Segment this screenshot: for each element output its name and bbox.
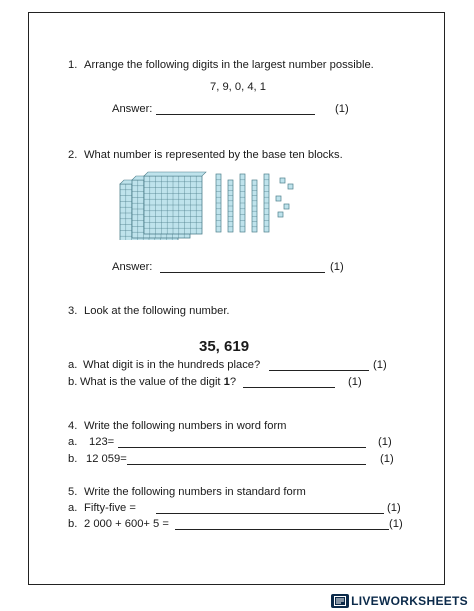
q5a-text: Fifty-five = [84, 502, 136, 514]
q2-text: What number is represented by the base ten blocks. [84, 149, 343, 161]
one-cube [284, 204, 289, 209]
q4b-text: 12 059= [86, 453, 127, 465]
q3b-answer-line[interactable] [243, 387, 335, 388]
q4b-answer-line[interactable] [127, 464, 366, 465]
q5b-label: b. [68, 518, 78, 530]
base-ten-blocks-image [118, 160, 298, 240]
ten-rod [228, 180, 233, 232]
worksheet-page [28, 12, 445, 585]
q3a-answer-line[interactable] [269, 370, 369, 371]
ten-rod [252, 180, 257, 232]
q3-number: 3. [68, 305, 78, 317]
q4a-marks: (1) [378, 436, 392, 448]
q1-digits: 7, 9, 0, 4, 1 [210, 81, 266, 93]
q1-marks: (1) [335, 103, 349, 115]
q4a-answer-line[interactable] [118, 447, 366, 448]
hundred-flat [144, 172, 206, 234]
q2-answer-line[interactable] [160, 272, 325, 273]
q3b-label: b. [68, 376, 78, 388]
q5a-answer-line[interactable] [156, 513, 384, 514]
q3b-text-post: ? [229, 376, 237, 388]
q3-text: Look at the following number. [84, 305, 230, 317]
liveworksheets-logo[interactable] [331, 593, 468, 609]
q3b-text-pre: What is the value of the digit [80, 376, 224, 388]
q4b-marks: (1) [380, 453, 394, 465]
q2-number: 2. [68, 149, 78, 161]
one-cube [276, 196, 281, 201]
q3b-digit: 1 [223, 376, 230, 388]
q4a-text: 123= [89, 436, 115, 448]
one-cube [288, 184, 293, 189]
q4a-label: a. [68, 436, 78, 448]
ten-rod [240, 174, 245, 232]
q3-value: 35, 619 [199, 338, 250, 355]
logo-text: LIVEWORKSHEETS [351, 594, 468, 608]
q3a-marks: (1) [373, 359, 387, 371]
q5b-marks: (1) [389, 518, 403, 530]
q5a-label: a. [68, 502, 78, 514]
q5b-text: 2 000 + 600+ 5 = [84, 518, 169, 530]
q2-answer-label: Answer: [112, 261, 153, 273]
q3b-marks: (1) [348, 376, 362, 388]
q1-number: 1. [68, 59, 78, 71]
q5-number: 5. [68, 486, 78, 498]
q5-text: Write the following numbers in standard form [84, 486, 306, 498]
ten-rod [264, 174, 269, 232]
q5a-marks: (1) [387, 502, 401, 514]
liveworksheets-logo-icon [331, 594, 349, 608]
q4b-label: b. [68, 453, 78, 465]
q3a-label: a. [68, 359, 78, 371]
q1-answer-label: Answer: [112, 103, 153, 115]
one-cube [280, 178, 285, 183]
one-cube [278, 212, 283, 217]
q3a-text: What digit is in the hundreds place? [83, 359, 261, 371]
q1-text: Arrange the following digits in the largest number possible. [84, 59, 374, 71]
q1-answer-line[interactable] [156, 114, 315, 115]
q5b-answer-line[interactable] [175, 529, 389, 530]
q2-marks: (1) [330, 261, 344, 273]
q4-text: Write the following numbers in word form [84, 420, 287, 432]
q4-number: 4. [68, 420, 78, 432]
ten-rod [216, 174, 221, 232]
q3b-text [80, 376, 236, 389]
